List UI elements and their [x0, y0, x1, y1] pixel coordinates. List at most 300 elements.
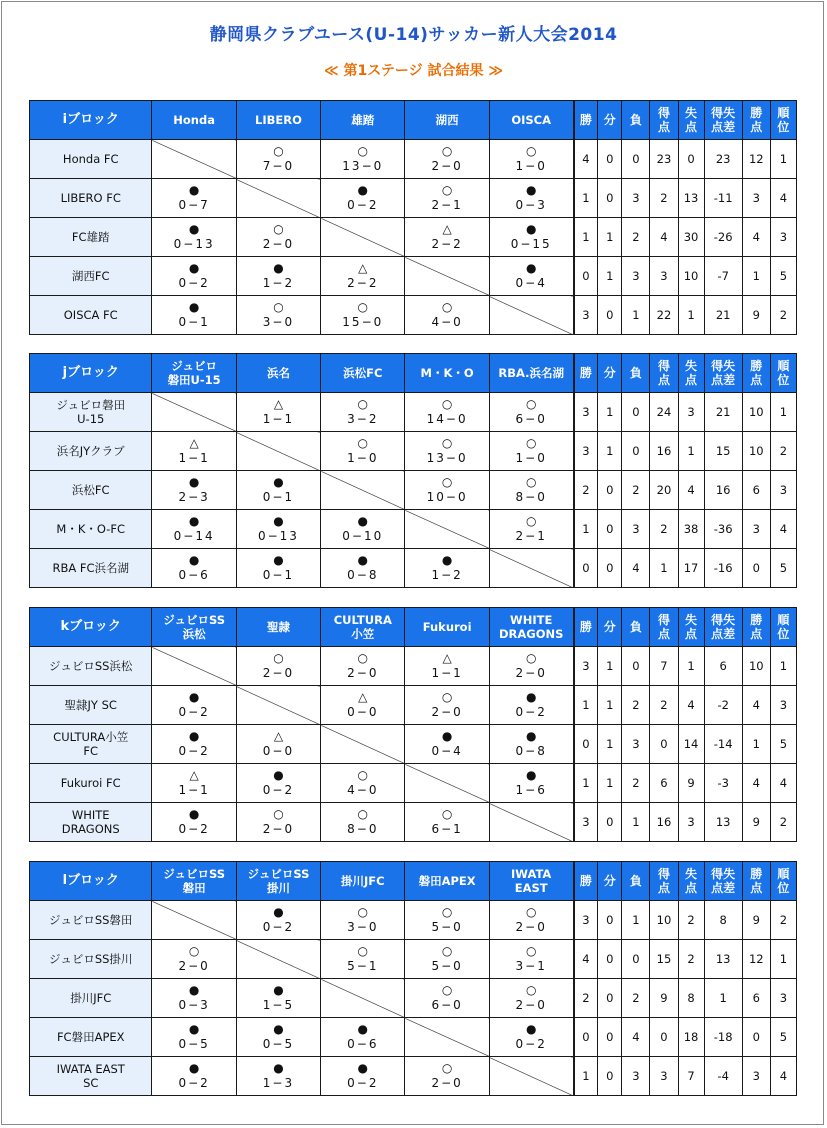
result-symbol: ○: [357, 944, 369, 958]
stat-header: 負: [622, 862, 650, 901]
opponent-header: 雄踏: [321, 101, 405, 140]
stat-value: -2: [704, 686, 742, 725]
result-symbol: ○: [188, 944, 200, 958]
match-result-cell: [321, 764, 405, 803]
stat-value: 6: [704, 647, 742, 686]
match-score: 0−2: [178, 822, 210, 836]
result-symbol: ○: [441, 905, 453, 919]
match-result-cell: [152, 1057, 236, 1096]
match-score: 1−1: [262, 412, 295, 426]
self-match-cell: [321, 471, 405, 510]
match-result-cell: [489, 940, 573, 979]
match-score: 0−2: [178, 1076, 210, 1090]
match-result-cell: [152, 764, 236, 803]
result-symbol: ○: [357, 144, 369, 158]
match-result-cell: [321, 140, 405, 179]
stat-value: 1: [770, 647, 796, 686]
match-score: 1−0: [515, 159, 547, 173]
match-score: 2−0: [178, 959, 210, 973]
match-score: 0−2: [347, 198, 379, 212]
stat-value: 2: [650, 686, 678, 725]
stat-value: 13: [704, 803, 742, 842]
opponent-header: M・K・O: [405, 354, 489, 393]
result-symbol: ○: [525, 397, 537, 411]
stat-header: 得失 点差: [704, 101, 742, 140]
stat-header: 負: [622, 354, 650, 393]
match-result-cell: [405, 296, 489, 335]
match-score: 1−0: [347, 451, 379, 465]
match-score: 3−2: [347, 412, 379, 426]
match-score: 0−13: [257, 529, 299, 543]
stat-value: 9: [650, 979, 678, 1018]
match-score: 13−0: [342, 159, 384, 173]
stat-header: 勝 点: [742, 608, 770, 647]
team-name: ジュビロSS磐田: [30, 901, 152, 940]
match-result-cell: [321, 803, 405, 842]
result-symbol: ●: [357, 1022, 369, 1036]
stat-header: 勝 点: [742, 354, 770, 393]
stat-value: 9: [742, 901, 770, 940]
stat-value: 4: [678, 471, 704, 510]
stat-value: 4: [678, 686, 704, 725]
result-symbol: ○: [357, 768, 369, 782]
stat-value: 1: [598, 764, 622, 803]
stat-value: 15: [704, 432, 742, 471]
stat-value: -7: [704, 257, 742, 296]
match-score: 2−0: [515, 666, 547, 680]
block-label: jブロック: [30, 354, 152, 393]
stat-header: 順 位: [770, 862, 796, 901]
match-result-cell: [152, 549, 236, 588]
stat-value: 38: [678, 510, 704, 549]
match-result-cell: [236, 296, 320, 335]
stat-value: -11: [704, 179, 742, 218]
opponent-header: LIBERO: [236, 101, 320, 140]
stat-value: 3: [742, 1057, 770, 1096]
stat-header: 勝: [574, 608, 598, 647]
match-result-cell: [236, 140, 320, 179]
result-symbol: ●: [188, 475, 200, 489]
stat-value: 18: [678, 1018, 704, 1057]
result-symbol: ●: [188, 514, 200, 528]
match-score: 0−3: [515, 198, 547, 212]
match-score: 1−5: [262, 998, 295, 1012]
stat-value: 21: [704, 296, 742, 335]
stat-value: 15: [650, 940, 678, 979]
team-name: 掛川JFC: [30, 979, 152, 1018]
result-symbol: ○: [525, 144, 537, 158]
table-row: [30, 940, 797, 979]
table-row: [30, 725, 797, 764]
match-result-cell: [405, 140, 489, 179]
match-score: 1−1: [431, 666, 463, 680]
stat-value: 4: [622, 1018, 650, 1057]
match-result-cell: [321, 940, 405, 979]
match-score: 0−2: [515, 1037, 547, 1051]
match-score: 0−5: [262, 1037, 295, 1051]
stat-value: 3: [770, 471, 796, 510]
stat-value: 3: [742, 179, 770, 218]
stat-value: 6: [650, 764, 678, 803]
match-score: 0−2: [178, 744, 210, 758]
stat-value: 8: [678, 979, 704, 1018]
stat-value: 3: [622, 510, 650, 549]
team-name: ジュビロSS掛川: [30, 940, 152, 979]
result-symbol: ○: [441, 300, 453, 314]
result-symbol: ○: [273, 144, 284, 158]
match-result-cell: [321, 1057, 405, 1096]
stat-value: 2: [650, 510, 678, 549]
stat-value: 9: [678, 764, 704, 803]
result-symbol: ●: [188, 690, 200, 704]
opponent-header: 聖隷: [236, 608, 320, 647]
result-symbol: ○: [357, 807, 369, 821]
match-result-cell: [489, 257, 573, 296]
stat-value: -16: [704, 549, 742, 588]
self-match-cell: [236, 432, 320, 471]
result-symbol: ○: [441, 183, 453, 197]
opponent-header: IWATA EAST: [489, 862, 573, 901]
match-score: 2−0: [431, 1076, 463, 1090]
team-name: IWATA EAST SC: [30, 1057, 152, 1096]
result-symbol: ○: [273, 807, 284, 821]
match-result-cell: [489, 510, 573, 549]
team-name: FC磐田APEX: [30, 1018, 152, 1057]
stat-value: 1: [704, 979, 742, 1018]
table-row: [30, 686, 797, 725]
result-symbol: ○: [273, 651, 284, 665]
block-label: iブロック: [30, 101, 152, 140]
match-result-cell: [152, 471, 236, 510]
match-score: 1−3: [262, 1076, 295, 1090]
stat-value: 3: [574, 296, 598, 335]
stat-value: 1: [574, 1057, 598, 1096]
result-symbol: ●: [188, 1061, 200, 1075]
match-score: 2−1: [431, 198, 463, 212]
match-result-cell: [321, 432, 405, 471]
table-row: [30, 1057, 797, 1096]
result-symbol: ●: [525, 729, 537, 743]
result-symbol: ●: [525, 261, 537, 275]
match-score: 2−3: [178, 490, 210, 504]
match-result-cell: [489, 471, 573, 510]
stat-value: 1: [598, 686, 622, 725]
self-match-cell: [152, 901, 236, 940]
team-name: M・K・O-FC: [30, 510, 152, 549]
stat-value: -18: [704, 1018, 742, 1057]
block-table: [29, 861, 797, 1096]
result-symbol: △: [442, 651, 452, 665]
stat-value: 3: [574, 803, 598, 842]
stat-header: 順 位: [770, 101, 796, 140]
stat-value: 3: [650, 1057, 678, 1096]
match-result-cell: [405, 549, 489, 588]
result-symbol: ○: [441, 144, 453, 158]
table-row: [30, 764, 797, 803]
stat-value: 2: [574, 979, 598, 1018]
result-symbol: ○: [357, 651, 369, 665]
match-score: 1−2: [262, 276, 295, 290]
stat-value: 0: [598, 1057, 622, 1096]
self-match-cell: [236, 179, 320, 218]
result-symbol: ●: [188, 807, 200, 821]
result-symbol: ○: [273, 300, 284, 314]
result-symbol: △: [358, 261, 368, 275]
stat-value: 2: [622, 979, 650, 1018]
match-result-cell: [405, 725, 489, 764]
stat-value: 0: [598, 549, 622, 588]
match-result-cell: [321, 686, 405, 725]
match-score: 0−2: [262, 920, 295, 934]
stat-value: 1: [598, 393, 622, 432]
block-table: [29, 607, 797, 842]
table-row: [30, 218, 797, 257]
stat-value: 5: [770, 725, 796, 764]
stat-value: 1: [678, 296, 704, 335]
stat-value: 1: [574, 179, 598, 218]
match-score: 0−1: [178, 315, 210, 329]
team-name: WHITE DRAGONS: [30, 803, 152, 842]
stat-value: 12: [742, 140, 770, 179]
stat-value: 0: [598, 510, 622, 549]
self-match-cell: [405, 764, 489, 803]
match-result-cell: [489, 725, 573, 764]
match-score: 0−2: [262, 783, 295, 797]
stat-value: 0: [742, 549, 770, 588]
match-result-cell: [236, 1057, 320, 1096]
opponent-header: OISCA: [489, 101, 573, 140]
result-symbol: ●: [525, 183, 537, 197]
opponent-header: CULTURA 小笠: [321, 608, 405, 647]
match-score: 0−1: [262, 490, 295, 504]
stat-value: 7: [650, 647, 678, 686]
stat-value: 0: [598, 179, 622, 218]
stat-value: -14: [704, 725, 742, 764]
stat-header: 失 点: [678, 862, 704, 901]
stat-value: 3: [574, 432, 598, 471]
stat-value: 5: [770, 1018, 796, 1057]
match-score: 0−14: [173, 529, 215, 543]
self-match-cell: [489, 803, 573, 842]
table-row: [30, 979, 797, 1018]
stat-value: 0: [574, 257, 598, 296]
opponent-header: 浜松FC: [321, 354, 405, 393]
stat-value: 1: [598, 725, 622, 764]
stat-header: 勝 点: [742, 101, 770, 140]
result-symbol: ○: [441, 436, 453, 450]
result-symbol: ●: [273, 905, 284, 919]
stat-header: 得 点: [650, 862, 678, 901]
stat-value: 14: [678, 725, 704, 764]
stat-header: 得失 点差: [704, 608, 742, 647]
match-score: 8−0: [347, 822, 379, 836]
match-score: 2−0: [262, 237, 295, 251]
match-result-cell: [236, 901, 320, 940]
stat-header: 得 点: [650, 101, 678, 140]
stat-header: 得失 点差: [704, 354, 742, 393]
stat-value: 2: [678, 940, 704, 979]
stat-value: 6: [742, 979, 770, 1018]
self-match-cell: [236, 686, 320, 725]
match-result-cell: [321, 1018, 405, 1057]
match-score: 2−0: [262, 822, 295, 836]
opponent-header: 浜名: [236, 354, 320, 393]
team-name: RBA FC浜名湖: [30, 549, 152, 588]
match-result-cell: [236, 979, 320, 1018]
stat-value: 3: [622, 725, 650, 764]
match-score: 2−0: [431, 705, 463, 719]
result-symbol: ○: [525, 983, 537, 997]
stat-value: 3: [770, 686, 796, 725]
block-label: lブロック: [30, 862, 152, 901]
match-score: 8−0: [515, 490, 547, 504]
stat-value: 2: [650, 179, 678, 218]
stat-value: 2: [574, 471, 598, 510]
stat-header: 勝: [574, 354, 598, 393]
match-result-cell: [236, 257, 320, 296]
result-symbol: ●: [188, 300, 200, 314]
self-match-cell: [236, 940, 320, 979]
self-match-cell: [321, 979, 405, 1018]
stat-header: 失 点: [678, 608, 704, 647]
match-score: 14−0: [426, 412, 468, 426]
result-symbol: ●: [188, 983, 200, 997]
stat-value: 1: [598, 647, 622, 686]
match-result-cell: [321, 901, 405, 940]
match-result-cell: [405, 471, 489, 510]
stat-value: 2: [678, 901, 704, 940]
result-symbol: ○: [441, 983, 453, 997]
match-score: 0−3: [178, 998, 210, 1012]
match-result-cell: [321, 257, 405, 296]
match-score: 0−10: [342, 529, 384, 543]
stat-value: 1: [598, 257, 622, 296]
team-name: Honda FC: [30, 140, 152, 179]
stat-value: 0: [622, 940, 650, 979]
stat-value: 0: [742, 1018, 770, 1057]
match-result-cell: [236, 647, 320, 686]
stat-value: 3: [574, 901, 598, 940]
team-name: Fukuroi FC: [30, 764, 152, 803]
stat-value: 1: [622, 803, 650, 842]
match-result-cell: [489, 647, 573, 686]
stat-value: 3: [574, 647, 598, 686]
stat-value: 3: [678, 803, 704, 842]
match-score: 1−1: [178, 451, 210, 465]
match-score: 0−8: [347, 568, 379, 582]
result-symbol: ●: [357, 553, 369, 567]
stat-value: 0: [598, 140, 622, 179]
opponent-header: ジュビロSS 浜松: [152, 608, 236, 647]
stat-header: 得 点: [650, 608, 678, 647]
stat-value: 2: [770, 432, 796, 471]
table-row: [30, 901, 797, 940]
stat-value: -26: [704, 218, 742, 257]
stat-value: 0: [598, 1018, 622, 1057]
result-symbol: ○: [525, 514, 537, 528]
match-score: 0−4: [431, 744, 463, 758]
self-match-cell: [152, 140, 236, 179]
stat-value: -36: [704, 510, 742, 549]
match-result-cell: [405, 393, 489, 432]
stat-value: 0: [574, 725, 598, 764]
match-score: 0−6: [178, 568, 210, 582]
match-score: 0−4: [515, 276, 547, 290]
stat-value: 1: [650, 549, 678, 588]
team-name: 浜松FC: [30, 471, 152, 510]
stat-value: 0: [650, 725, 678, 764]
stat-header: 失 点: [678, 354, 704, 393]
match-result-cell: [152, 686, 236, 725]
result-symbol: ●: [273, 475, 284, 489]
match-result-cell: [152, 1018, 236, 1057]
stat-value: 16: [650, 803, 678, 842]
stat-value: 4: [770, 179, 796, 218]
table-row: [30, 549, 797, 588]
match-result-cell: [236, 725, 320, 764]
match-result-cell: [489, 1018, 573, 1057]
team-name: 浜名JYクラブ: [30, 432, 152, 471]
match-result-cell: [236, 471, 320, 510]
self-match-cell: [489, 1057, 573, 1096]
stat-value: 5: [770, 257, 796, 296]
stat-value: 12: [742, 940, 770, 979]
stat-value: 10: [742, 432, 770, 471]
match-score: 15−0: [342, 315, 384, 329]
result-symbol: ●: [441, 553, 453, 567]
stat-value: 17: [678, 549, 704, 588]
result-symbol: ●: [273, 514, 284, 528]
result-symbol: ●: [357, 1061, 369, 1075]
stat-value: 1: [598, 218, 622, 257]
stat-value: 1: [770, 940, 796, 979]
stat-value: 0: [622, 140, 650, 179]
match-score: 3−0: [262, 315, 295, 329]
result-symbol: ○: [441, 1061, 453, 1075]
team-name: FC雄踏: [30, 218, 152, 257]
stat-value: 4: [770, 510, 796, 549]
table-row: [30, 647, 797, 686]
stat-value: -3: [704, 764, 742, 803]
result-symbol: ○: [525, 475, 537, 489]
stat-value: 30: [678, 218, 704, 257]
result-symbol: △: [189, 436, 199, 450]
match-score: 3−0: [347, 920, 379, 934]
table-row: [30, 296, 797, 335]
table-row: [30, 803, 797, 842]
stat-value: 0: [598, 803, 622, 842]
block-table: [29, 353, 797, 588]
stat-value: 22: [650, 296, 678, 335]
opponent-header: 磐田APEX: [405, 862, 489, 901]
result-symbol: ○: [357, 300, 369, 314]
stat-value: 0: [622, 393, 650, 432]
stat-value: 1: [574, 218, 598, 257]
match-result-cell: [405, 979, 489, 1018]
match-score: 1−0: [515, 451, 547, 465]
match-result-cell: [152, 432, 236, 471]
match-result-cell: [152, 979, 236, 1018]
match-result-cell: [236, 549, 320, 588]
stat-header: 分: [598, 862, 622, 901]
match-score: 6−0: [515, 412, 547, 426]
match-result-cell: [152, 725, 236, 764]
opponent-header: RBA.浜名湖: [489, 354, 573, 393]
match-result-cell: [321, 510, 405, 549]
stat-value: 0: [574, 549, 598, 588]
result-symbol: ●: [188, 553, 200, 567]
stat-header: 分: [598, 608, 622, 647]
